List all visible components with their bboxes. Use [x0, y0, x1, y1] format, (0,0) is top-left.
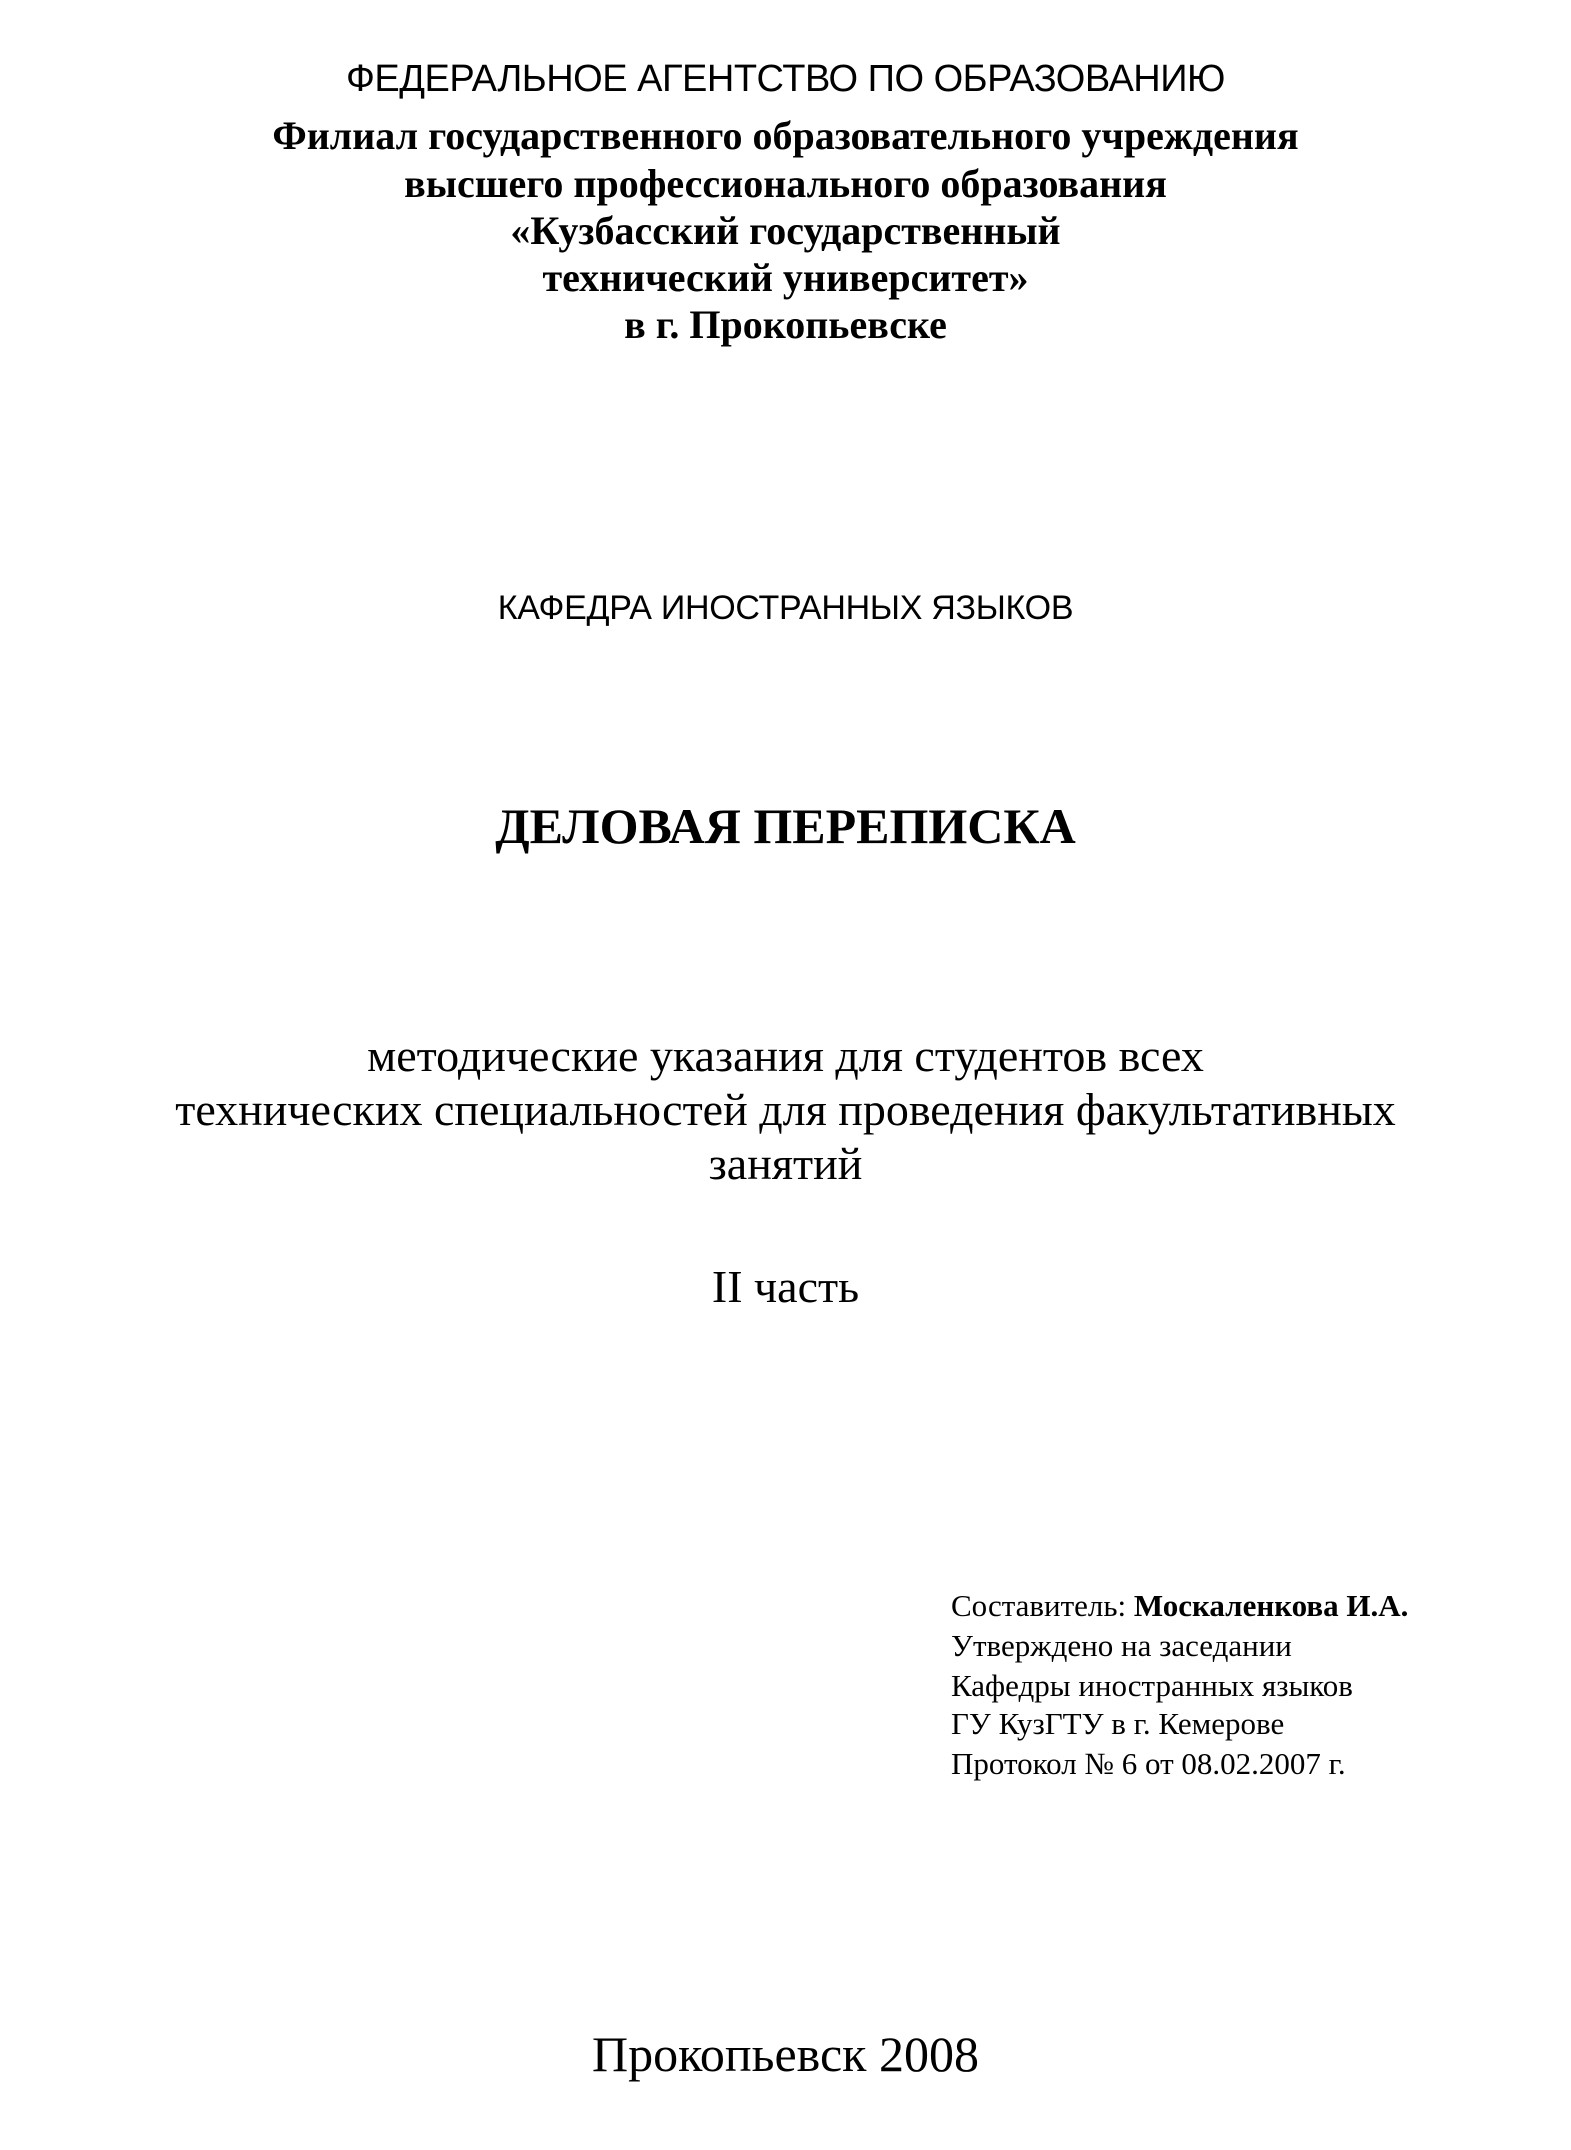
department-heading: КАФЕДРА ИНОСТРАННЫХ ЯЗЫКОВ [497, 589, 1074, 627]
compiler-label: Составитель: [951, 1588, 1134, 1623]
subtitle-line2: технических специальностей для проведения факультативных [175, 1084, 1396, 1135]
approved-line: Утверждено на заседании [951, 1628, 1292, 1663]
compiler-line [951, 1588, 1408, 1624]
city-line: в г. Прокопьевске [624, 302, 947, 347]
protocol-line: Протокол № 6 от 08.02.2007 г. [951, 1746, 1346, 1781]
university-name-line2: технический университет» [542, 255, 1029, 300]
education-line: высшего профессионального образования [404, 161, 1167, 206]
subtitle-line1: методические указания для студентов всех [367, 1030, 1204, 1081]
chair-line: Кафедры иностранных языков [951, 1668, 1353, 1703]
compiler-name: Москаленкова И.А. [1133, 1588, 1409, 1623]
subtitle-line3: занятий [708, 1138, 863, 1189]
place-year: Прокопьевск 2008 [592, 2026, 979, 2082]
branch-line: Филиал государственного образовательного учреждения [272, 113, 1299, 158]
university-line: ГУ КузГТУ в г. Кемерове [951, 1706, 1285, 1741]
university-name-line1: «Кузбасский государственный [510, 208, 1061, 253]
part-label: II часть [711, 1261, 860, 1312]
agency-heading: ФЕДЕРАЛЬНОЕ АГЕНТСТВО ПО ОБРАЗОВАНИЮ [346, 58, 1225, 100]
document-title: ДЕЛОВАЯ ПЕРЕПИСКА [495, 798, 1076, 854]
